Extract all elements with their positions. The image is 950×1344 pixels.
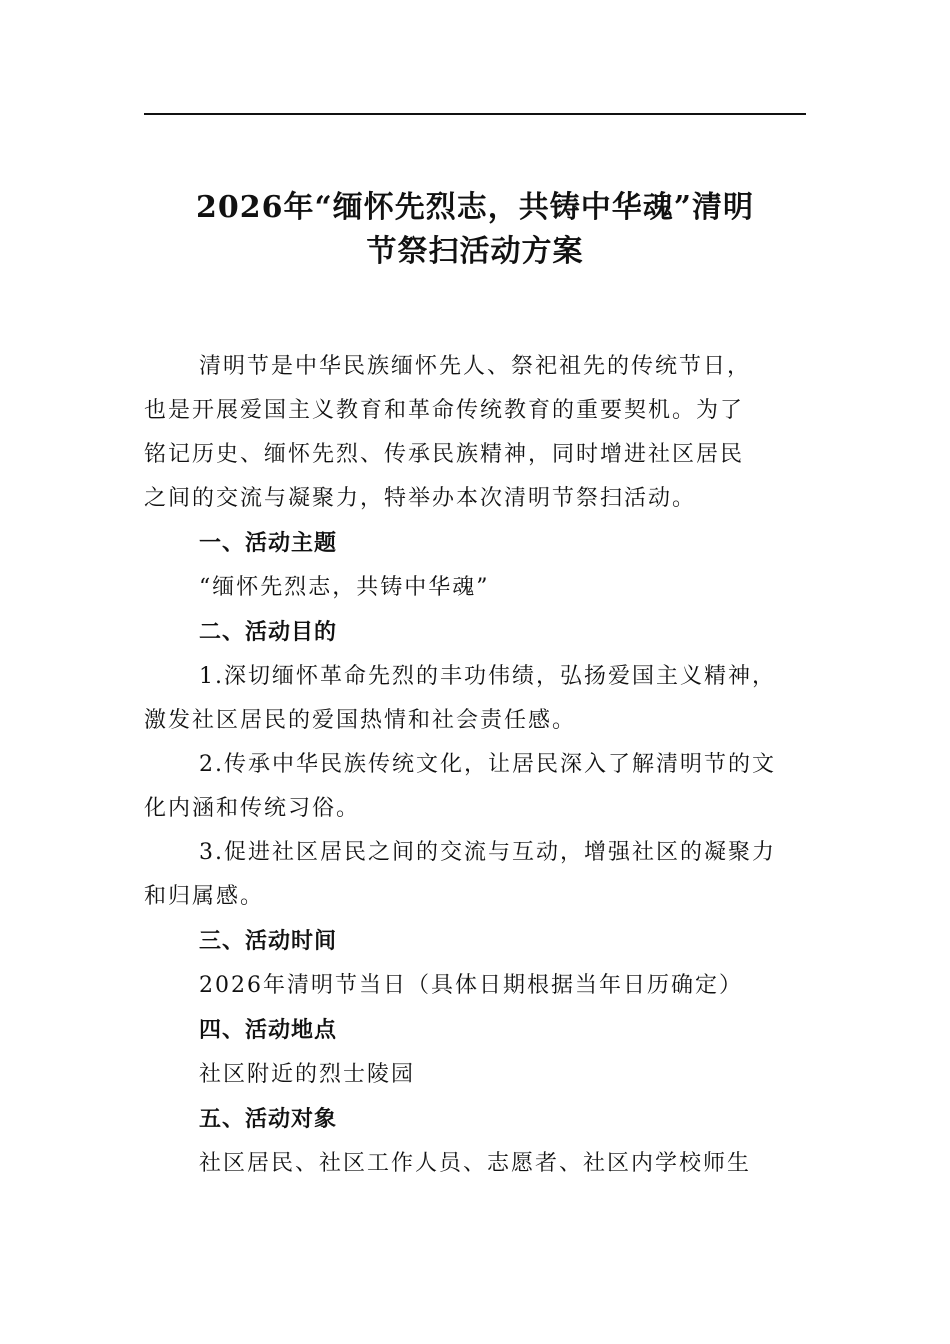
section-heading-location: 四、活动地点: [199, 1018, 338, 1043]
intro-line-4: 之间的交流与凝聚力，特举办本次清明节祭扫活动。: [144, 486, 697, 511]
participants-text: 社区居民、社区工作人员、志愿者、社区内学校师生: [199, 1151, 752, 1176]
purpose-item-1-line-1: 1.深切缅怀革命先烈的丰功伟绩，弘扬爱国主义精神，: [199, 664, 776, 689]
purpose-item-1-line-2: 激发社区居民的爱国热情和社会责任感。: [144, 708, 577, 733]
purpose-item-3: [144, 831, 806, 919]
intro-paragraph: [144, 345, 806, 521]
section-heading-purpose: 二、活动目的: [199, 620, 338, 645]
purpose-item-2-line-2: 化内涵和传统习俗。: [144, 796, 361, 821]
intro-line-2: 也是开展爱国主义教育和革命传统教育的重要契机。为了: [144, 398, 745, 423]
purpose-item-3-line-2: 和归属感。: [144, 884, 265, 909]
location-text: 社区附近的烈士陵园: [199, 1062, 416, 1087]
purpose-item-3-line-1: 3.促进社区居民之间的交流与互动，增强社区的凝聚力: [199, 840, 776, 865]
purpose-item-1: [144, 655, 806, 743]
theme-text: “缅怀先烈志，共铸中华魂”: [199, 575, 490, 600]
document-title: [144, 186, 806, 274]
title-line-2: 节祭扫活动方案: [366, 234, 584, 269]
header-rule: [144, 113, 806, 115]
time-text: 2026年清明节当日（具体日期根据当年日历确定）: [199, 973, 743, 998]
document-body: [144, 345, 806, 1186]
section-heading-theme: 一、活动主题: [199, 531, 338, 556]
intro-line-1: 清明节是中华民族缅怀先人、祭祀祖先的传统节日，: [199, 354, 752, 379]
intro-line-3: 铭记历史、缅怀先烈、传承民族精神，同时增进社区居民: [144, 442, 745, 467]
purpose-item-2-line-1: 2.传承中华民族传统文化，让居民深入了解清明节的文: [199, 752, 776, 777]
section-heading-participants: 五、活动对象: [199, 1107, 338, 1132]
section-heading-time: 三、活动时间: [199, 929, 338, 954]
title-line-1: 2026年“缅怀先烈志，共铸中华魂”清明: [195, 190, 754, 225]
purpose-item-2: [144, 743, 806, 831]
